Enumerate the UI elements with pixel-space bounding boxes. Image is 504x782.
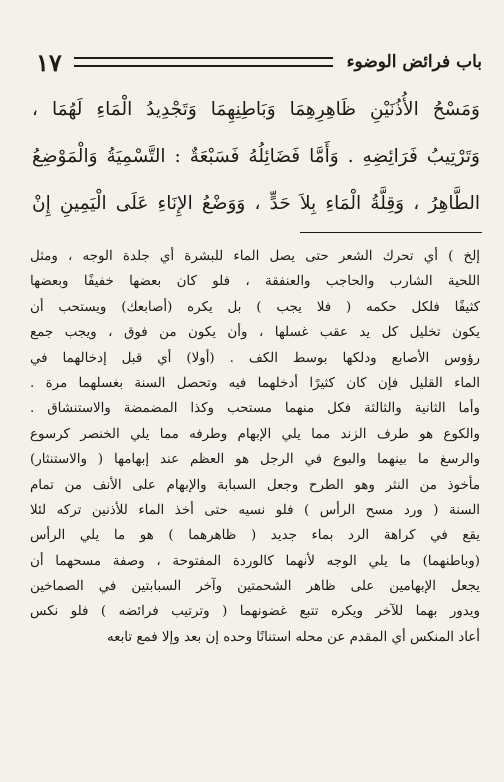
main-text <box>32 86 480 227</box>
main-text-line: الطَّاهِرُ ، وَقِلَّةُ الْمَاءِ بِلاَ حَدٍّ ، وَوَضْعُ الإِنَاءِ عَلَى الْيَمِينِ إِنْ <box>32 193 480 214</box>
main-text-line: وَتَرْتِيبُ فَرَائِضِهِ . وَأَمَّا فَضَائِلُهُ فَسَبْعَةٌ : التَّسْمِيَةُ وَالْمَوْضِعُ <box>32 146 480 167</box>
commentary-line: أعاد المنكس أي المقدم عن محله استنانًا وحده إن بعد وإلا فمع تابعه <box>106 629 480 645</box>
commentary-line: وأما الثانية والثالثة فكل منهما مستحب وكذا المضمضة والاستنشاق . <box>30 401 480 417</box>
commentary-line: مأخوذ من النثر وهو الطرح وجعل السبابة والإبهام على الأنف من تمام <box>30 477 480 493</box>
page-header <box>36 44 482 80</box>
commentary-line: والرسغ ما بينهما والبوع في الرجل هو العظم عند إبهامها ( والاستنثار) <box>30 452 480 468</box>
commentary-line: والكوع هو طرف الزند مما يلي الإبهام وطرفه مما يلي الخنصر كرسوع <box>30 426 480 442</box>
commentary-line: كثيفًا فلكل حكمه ( فلا يجب ) بل يكره (أصابعك) ويستحب أن <box>30 299 480 315</box>
commentary-line: يقع في كراهة الرد بماء جديد ( ظاهرهما ) هو ما يلي الرأس <box>30 528 480 544</box>
commentary-line: (وباطنهما) ما يلي الوجه لأنهما كالوردة المفتوحة ، وصفة مسحهما أن <box>30 553 480 569</box>
main-text-line: وَمَسْحُ الأُذُنَيْنِ ظَاهِرِهِمَا وَبَاطِنِهِمَا وَتَجْدِيدُ الْمَاءِ لَهُمَا ، <box>32 99 480 120</box>
commentary-line: إلخ ) أي تحرك الشعر حتى يصل الماء للبشرة أي جلدة الوجه ، ومثل <box>30 249 480 264</box>
commentary-line: اللحية الشارب والحاجب والعنفقة ، فلو كان بعضها خفيفًا وبعضها <box>30 274 480 290</box>
commentary-line: رؤوس الأصابع ودلكها بوسط الكف . (أولا) أي قبل إدخالهما في <box>30 350 480 366</box>
header-rule <box>74 57 333 67</box>
page-number: ١٧ <box>36 47 62 77</box>
commentary-line: السنة ( ورد مسح الرأس ) فلو نسيه حتى أخذ الماء للأذنين تركه لئلا <box>30 502 480 518</box>
commentary-text <box>30 244 480 650</box>
footnote-separator <box>300 232 482 233</box>
commentary-line: ويدور بهما للآخر ويكره تتبع غضونهما ( وترتيب فرائضه ) فلو نكس <box>30 604 480 620</box>
commentary-line: يجعل الإبهامين على ظاهر الشحمتين وآخر السبابتين في الصماخين <box>30 579 480 595</box>
chapter-title: باب فرائض الوضوء <box>346 52 482 72</box>
commentary-line: يكون تخليل كل يد عقب غسلها ، وأن يكون من فوق ، ويجب جمع <box>30 325 480 341</box>
commentary-line: الماء القليل فإن كان كثيرًا أدخلهما فيه وتحصل السنة بغسلهما مرة . <box>30 375 480 391</box>
